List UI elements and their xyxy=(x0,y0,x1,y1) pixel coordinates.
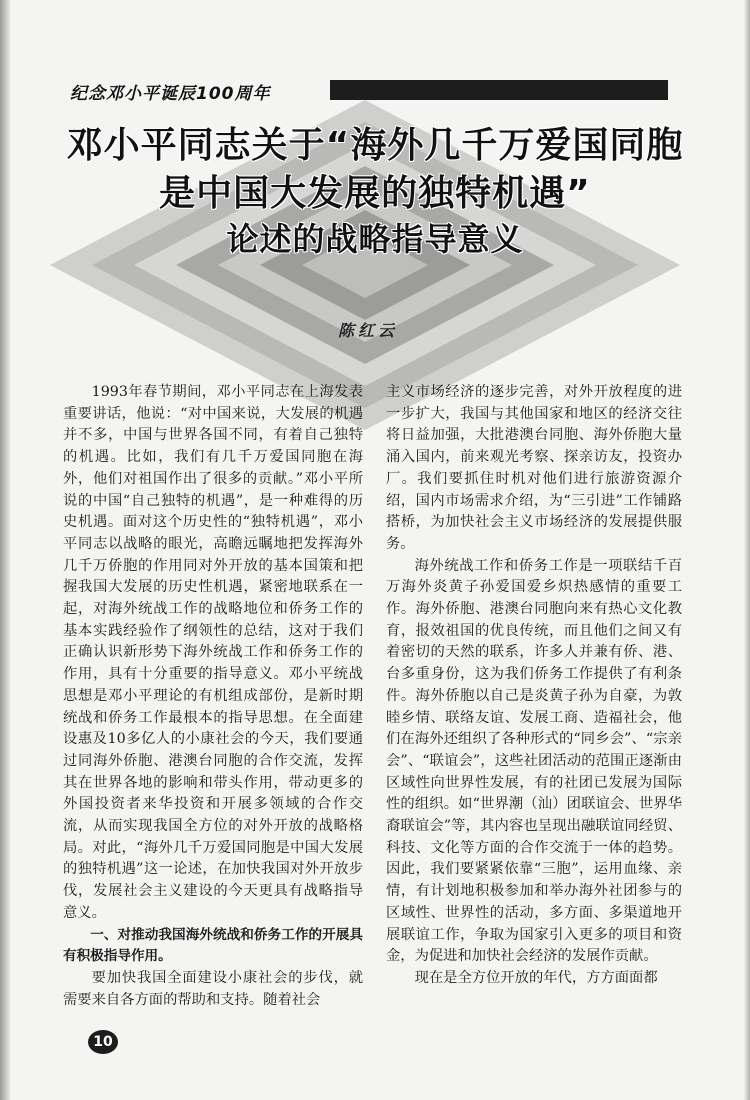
body-paragraph: 1993年春节期间，邓小平同志在上海发表重要讲话，他说：“对中国来说，大发展的机遇并不多，中国与世界各国不同，有着自己独特的机遇。比如，我们有几千万爱国同胞在海外，他们对祖国作出了很多的贡献。”邓小平所说的中国“自己独特的机遇”，是一种难得的历史机遇。面对这个历史性的“独特机遇”，邓小平同志以战略的眼光，高瞻远瞩地把发挥海外几千万侨胞的作用同对外开放的基本国策和把握我国大发展的历史性机遇，紧密地联系在一起，对海外统战工作的战略地位和侨务工作的基本实践经验作了纲领性的总结，这对于我们正确认识新形势下海外统战工作和侨务工作的作用，具有十分重要的指导意义。邓小平统战思想是邓小平理论的有机组成部份，是新时期统战和侨务工作最根本的指导思想。在全面建设惠及10多亿人的小康社会的今天，我们要通过同海外侨胞、港澳台同胞的合作交流，发挥其在世界各地的影响和带头作用，带动更多的外国投资者来华投资和开展多领域的合作交流，从而实现我国全方位的对外开放的战略格局。对此，“海外几千万爱国同胞是中国大发展的独特机遇”这一论述，在加快我国对外开放步伐，发展社会主义建设的今天更具有战略指导意义。 xyxy=(63,384,363,921)
body-paragraph: 主义市场经济的逐步完善，对外开放程度的进一步扩大，我国与其他国家和地区的经济交往将日益加强，大批港澳台同胞、海外侨胞大量涌入国内，前来观光考察、探亲访友，投资办厂。我们要抓住时机对他们进行旅游资源介绍，国内市场需求介绍，为“三引进”工作铺路搭桥，为加快社会主义市场经济的发展提供服务。 xyxy=(386,384,682,552)
article-title-line-3: 论述的战略指导意义 xyxy=(226,220,524,258)
body-paragraph: 海外统战工作和侨务工作是一项联结千百万海外炎黄子孙爱国爱乡炽热感情的重要工作。海外侨胞、港澳台同胞向来有热心文化教育，报效祖国的优良传统，而且他们之间又有着密切的天然的联系，许多人并兼有侨、港、台多重身份，这为我们侨务工作提供了有利条件。海外侨胞以自己是炎黄子孙为自豪，为敦睦乡情、联络友谊、发展工商、造福社会，他们在海外还组织了各种形式的“同乡会”、“宗亲会”、“联谊会”，这些社团活动的范围正逐渐由区域性向世界性发展，有的社团已发展为国际性的组织。如“世界潮（汕）团联谊会、世界华裔联谊会”等，其内容也呈现出融联谊同经贸、科技、文化等方面的合作交流于一体的趋势。因此，我们要紧紧依靠“三胞”，运用血缘、亲情，有计划地积极参加和举办海外社团参与的区域性、世界性的活动，多方面、多渠道地开展联谊工作，争取为国家引入更多的项目和资金，为促进和加快社会经济的发展作贡献。 xyxy=(386,557,682,965)
body-paragraph: 现在是全方位开放的年代，方方面面都 xyxy=(414,969,658,986)
article-author: 陈红云 xyxy=(338,321,399,340)
page-edge-shadow xyxy=(744,0,750,1100)
header-bar xyxy=(330,80,668,100)
page-edge-shadow xyxy=(0,0,10,1100)
page-number: 10 xyxy=(88,1030,118,1054)
body-column-right xyxy=(386,382,682,990)
body-column-left xyxy=(63,382,363,1011)
article-title-line-1: 邓小平同志关于“海外几千万爱国同胞 xyxy=(66,125,684,166)
body-paragraph: 要加快我国全面建设小康社会的步伐，就需要来自各方面的帮助和支持。随着社会 xyxy=(63,969,363,1008)
section-heading: 一、对推动我国海外统战和侨务工作的开展具有积极指导作用。 xyxy=(63,926,363,965)
column-tag: 纪念邓小平诞辰100周年 xyxy=(70,84,271,104)
article-title-line-2: 是中国大发展的独特机遇” xyxy=(159,173,591,214)
